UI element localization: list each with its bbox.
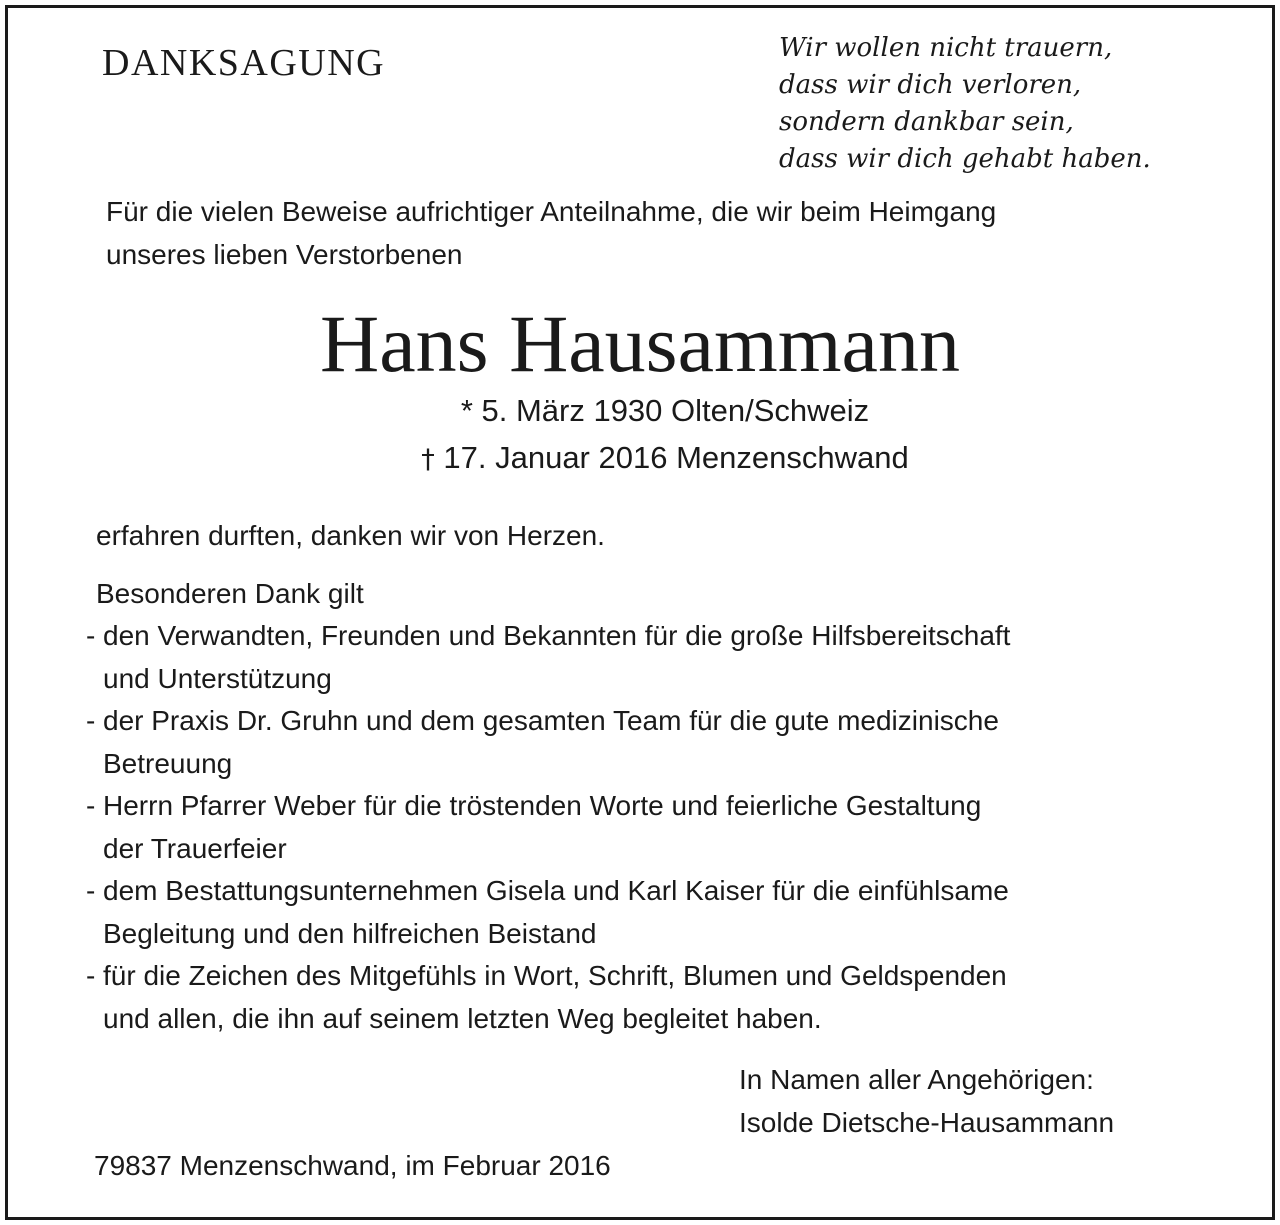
list-item: [86, 615, 1010, 700]
dash-bullet: -: [86, 705, 96, 736]
intro-line: Für die vielen Beweise aufrichtiger Anteilnahme, die wir beim Heimgang: [106, 196, 997, 227]
poem-line: sondern dankbar sein,: [779, 107, 1074, 137]
thanks-sentence: erfahren durften, danken wir von Herzen.: [96, 520, 605, 551]
list-item-line: Betreuung: [103, 747, 233, 779]
list-item-line: der Praxis Dr. Gruhn und dem gesamten Team für die gute medizinische: [103, 705, 999, 736]
signature-block: [739, 1058, 1114, 1144]
list-item: [86, 870, 1010, 955]
notice-heading: DANKSAGUNG: [102, 42, 386, 84]
list-item: [86, 700, 1010, 785]
dash-bullet: -: [86, 620, 96, 651]
list-item-line: den Verwandten, Freunden und Bekannten für die große Hilfsbereitschaft: [103, 620, 1011, 651]
cross-icon: †: [421, 444, 435, 475]
birth-date: * 5. März 1930 Olten/Schweiz: [460, 393, 870, 428]
poem: [779, 30, 1151, 178]
list-item: [86, 955, 1010, 1040]
poem-line: dass wir dich gehabt haben.: [779, 144, 1151, 174]
list-item-line: und allen, die ihn auf seinem letzten Weg begleitet haben.: [103, 1002, 822, 1034]
list-item-line: für die Zeichen des Mitgefühls in Wort, Schrift, Blumen und Geldspenden: [103, 960, 1007, 991]
dash-bullet: -: [86, 960, 96, 991]
life-dates: [0, 387, 1280, 483]
poem-line: Wir wollen nicht trauern,: [779, 33, 1113, 63]
dash-bullet: -: [86, 875, 96, 906]
place-and-date: 79837 Menzenschwand, im Februar 2016: [94, 1150, 611, 1181]
list-item-line: Begleitung und den hilfreichen Beistand: [103, 917, 597, 949]
list-item-line: und Unterstützung: [103, 662, 332, 694]
list-item: [86, 785, 1010, 870]
list-item-line: Herrn Pfarrer Weber für die tröstenden Worte und feierliche Gestaltung: [103, 790, 982, 821]
thanks-heading: Besonderen Dank gilt: [96, 578, 364, 609]
signature-intro: In Namen aller Angehörigen:: [739, 1064, 1094, 1095]
death-date-line: [0, 434, 1280, 483]
list-item-line: der Trauerfeier: [103, 832, 287, 864]
signatory-name: Isolde Dietsche-Hausammann: [739, 1107, 1115, 1138]
dash-bullet: -: [86, 790, 96, 821]
deceased-name: Hans Hausammann: [320, 298, 960, 389]
poem-line: dass wir dich verloren,: [779, 70, 1082, 100]
intro-line: unseres lieben Verstorbenen: [106, 239, 463, 270]
intro-text: [106, 190, 996, 276]
death-date: 17. Januar 2016 Menzenschwand: [443, 440, 909, 475]
thanks-list: [86, 615, 1010, 1040]
list-item-line: dem Bestattungsunternehmen Gisela und Karl Kaiser für die einfühlsame: [103, 875, 1009, 906]
